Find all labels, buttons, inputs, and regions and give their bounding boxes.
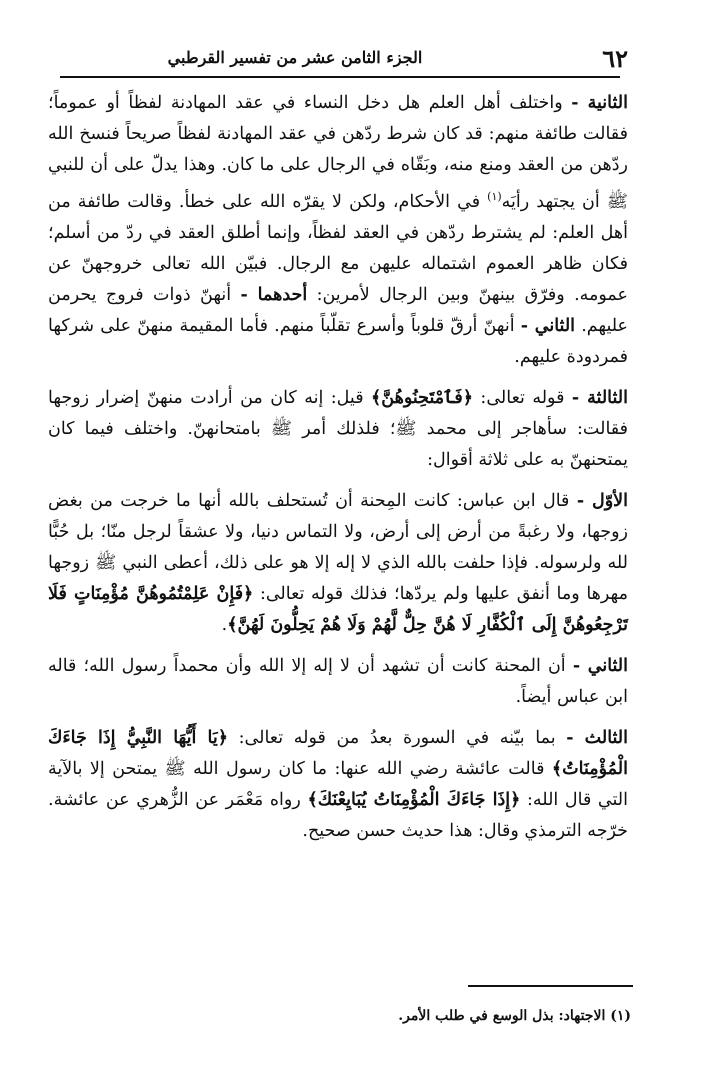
- paragraph-text: رواه مَعْمَر عن الزُّهري عن عائشة. خرّجه الترمذي وقال: هذا حديث حسن صحيح.: [48, 789, 628, 841]
- paragraph-second-issue: [48, 88, 628, 373]
- paragraph-first-opinion: [48, 486, 628, 641]
- footnote: [120, 1008, 631, 1024]
- paragraph-second-opinion: [48, 651, 628, 713]
- point-lead: الثاني -: [520, 315, 576, 336]
- section-lead: الثالثة -: [571, 387, 628, 408]
- footnote-marker: (١): [610, 1008, 631, 1024]
- paragraph-text: .: [221, 614, 228, 635]
- quran-quote: ﴿يَا أَيُّهَا النَّبِيُّ إِذَا جَاءَكَ الْمُؤْمِنَاتُ﴾: [48, 727, 628, 779]
- paragraph-third-issue: [48, 383, 628, 476]
- paragraph-text: قال ابن عباس: كانت المِحنة أن تُستحلف بالله أنها ما خرجت من بغض زوجها، ولا رغبةً من أرض إلى أرض، ولا التماس دنيا، ولا عشقاً لرجل منّا؛ بل حُبًّا لله ولرسوله. فإذا حلفت بالله الذي لا إله إلا هو على ذلك، أعطى النبي ﷺ زوجها مهرها وما أنفق عليها ولم يردّها؛ فذلك قوله تعالى:: [48, 490, 628, 604]
- paragraph-text: قالت عائشة رضي الله عنها: ما كان رسول الله ﷺ يمتحن إلا بالآية التي قال الله:: [48, 758, 628, 810]
- paragraph-text: قيل: إنه كان من أرادت منهنّ إضرار زوجها فقالت: سأهاجر إلى محمد ﷺ؛ فلذلك أمر ﷺ بامتحانهنّ. واختلف فيما كان يمتحنهنّ به على ثلاثة أقوال:: [48, 387, 628, 470]
- main-text: [48, 88, 628, 857]
- footnote-reference[interactable]: (١): [487, 190, 502, 203]
- section-lead: الثانية -: [571, 93, 628, 113]
- section-lead: الثالث -: [566, 727, 629, 748]
- paragraph-text: قوله تعالى:: [472, 387, 572, 408]
- footnote-text: الاجتهاد: بذل الوسع في طلب الأمر.: [398, 1008, 611, 1024]
- quran-quote: ﴿فَإِنْ عَلِمْتُمُوهُنَّ مُؤْمِنَاتٍ فَلَا تَرْجِعُوهُنَّ إِلَى ٱلْكُفَّارِ لَا هُنَّ حِلٌّ لَّهُمْ وَلَا هُمْ يَحِلُّونَ لَهُنَّ﴾: [48, 583, 628, 635]
- footnote-divider: [468, 985, 633, 987]
- paragraph-text: واختلف أهل العلم هل دخل النساء في عقد المهادنة لفظاً أو عموماً؛ فقالت طائفة منهم: قد كان شرط ردّهن في عقد المهادنة لفظاً صريحاً فنسخ الله ردّهن من العقد ومنع منه، وبَقّاه في الرجال على ما كان. وهذا يدلّ على أن للنبي ﷺ أن يجتهد رأيَه: [48, 93, 628, 212]
- paragraph-third-opinion: [48, 723, 628, 847]
- section-lead: الأوّل -: [576, 490, 628, 511]
- paragraph-text: بما بيّنه في السورة بعدُ من قوله تعالى:: [228, 727, 567, 748]
- paragraph-text: أنهنّ ذوات فروج يحرمن عليهم.: [48, 284, 629, 336]
- running-title: الجزء الثامن عشر من تفسير القرطبي: [167, 48, 423, 67]
- point-lead: أحدهما -: [240, 284, 308, 305]
- quran-quote: ﴿إِذَا جَاءَكَ الْمُؤْمِنَاتُ يُبَايِعْنَكَ﴾: [307, 789, 521, 810]
- page-number: ٦٢: [602, 44, 628, 73]
- paragraph-text: أن المحنة كانت أن تشهد أن لا إله إلا الله وأن محمداً رسول الله؛ قاله ابن عباس أيضاً.: [48, 655, 628, 707]
- paragraph-text: في الأحكام، ولكن لا يقرّه الله على خطأ. وقالت طائفة من أهل العلم: لم يشترط ردّهن في العقد لفظاً، وإنما أطلق العقد في ردّ من أسلم؛ فكان ظاهر العموم اشتماله عليهن مع الرجال. فبيّن الله تعالى خروجهنّ عن عمومه. وفرّق بينهنّ وبين الرجال لأمرين:: [48, 191, 628, 305]
- quran-quote: ﴿فَٱمْتَحِنُوهُنَّ﴾: [371, 387, 473, 408]
- page-header: [60, 40, 628, 78]
- section-lead: الثاني -: [572, 655, 628, 676]
- paragraph-text: أنهنّ أرقّ قلوباً وأسرع تقلّباً منهم. فأما المقيمة منهنّ على شركها فمردودة عليهم.: [48, 315, 628, 367]
